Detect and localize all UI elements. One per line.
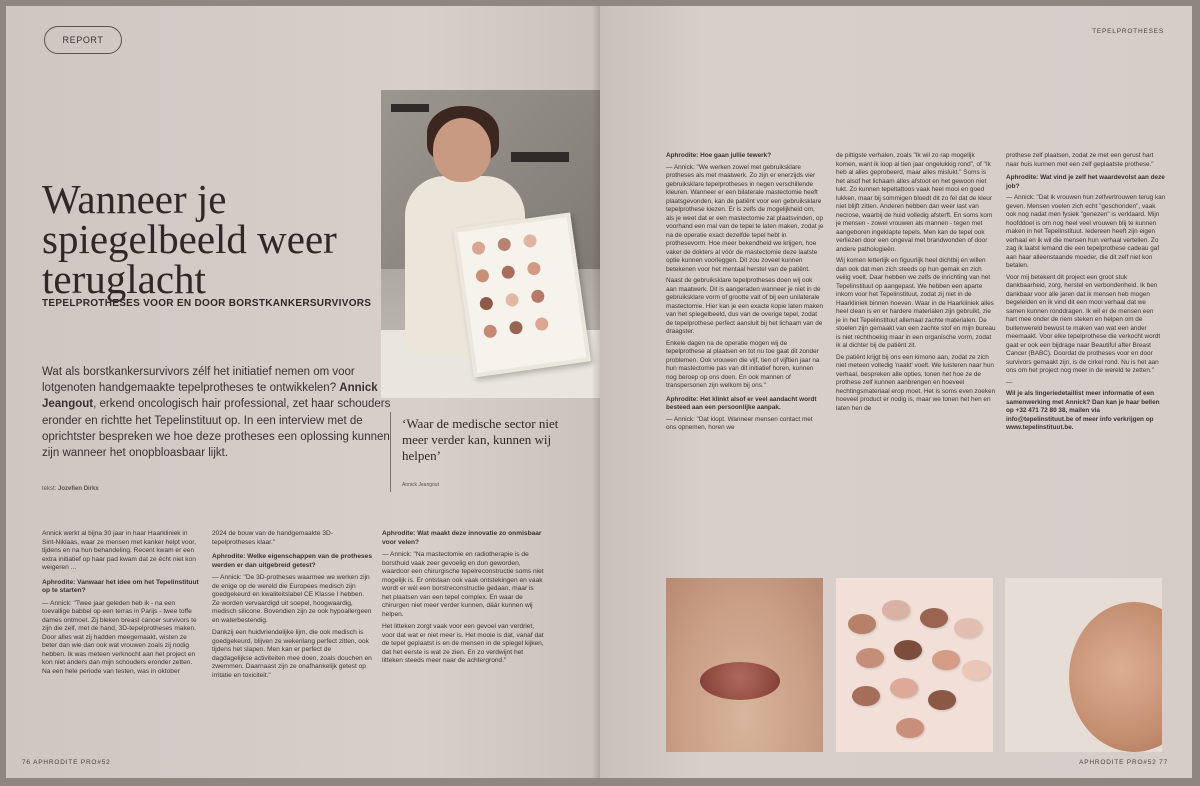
report-tag: REPORT [44,26,122,54]
prosthesis-sample [928,690,956,710]
prosthesis-sample [527,261,542,276]
interview-answer: — Annick: "Twee jaar geleden heb ik - na een toevallige babbel op een terras in Parijs - twee toffe dames ontmoet. Zij bleken breast cancer survivors te zijn die zelf, met de hand, 3D-tepelprotheses maken. Door alles wat zij hadden meegemaakt, wisten ze beter dan wie dan ook wat vrouwen zoals zij nodig hebben. Ik was meteen verknocht aan het project en kon niet anders dan mijn schouders eronder zetten. Na een hele periode van testen, was in oktober [42,599,197,675]
article-subheadline: TEPELPROTHESES VOOR EN DOOR BORSTKANKERSURVIVORS [42,298,372,309]
prosthesis-sample [505,293,520,308]
intro-text-c: , erkend oncologisch hair professional, zet haar schouders eronder en richtte het Tepelinstituut op. In een interview met de oprichtster bespreken we hoe deze protheses een oplossing kunnen zijn wanneer het onopbloasbaar lijkt. [42,398,391,460]
right-page [600,6,1192,778]
interview-question: Aphrodite: Wat vind je zelf het waardevolst aan deze job? [1006,174,1165,190]
intro-text-a: Wat als borstkankersurvivors zélf het initiatief nemen om voor lotgenoten handgemaakte tepelprotheses te ontwikkelen? [42,366,355,395]
prosthesis-sample [848,614,876,634]
left-column-3 [382,530,544,670]
pull-quote-attribution: Annick Jeangout [402,482,439,488]
prosthesis-sample [920,608,948,628]
paragraph: Enkele dagen na de operatie mogen wij de tepelprothese al plaatsen en tot nu toe gaat dit zonder problemen. Ook vrouwen die vijf, tien of vijftien jaar na hun mastectomie pas van dit initiatief horen, kunnen nog beroep op ons doen. En ook mannen of transpersonen zijn welkom bij ons." [666,339,820,389]
right-column-3 [1006,152,1166,436]
prosthesis-sample [856,648,884,668]
prosthesis-sample [501,265,516,280]
prosthesis-sample [475,268,490,283]
interview-answer: — Annick: "Dat klopt. Wanneer mensen contact met ons opnemen, horen we [666,415,813,431]
paragraph: de pittigste verhalen, zoals "Ik wil zo rap mogelijk komen, want ik loop al tien jaar ongelukkig rond", of "Ik heb al alles geprobeerd, maar alles mislukt." Soms is het alsof het lichaam alles afstoot en het gewoon niet lukt. Zo kunnen tepeltattoos vaak heel mooi en goed lukken, maar bij sommigen bloedt dit zo fel dat de kleur niet blijft zitten. Anderen hebben dan weer last van necrose, waarbij de huid volledig afsterft. En soms kom je mensen - zowel vrouwen als mannen - tegen met aangeboren ingeklapte tepels. Men kan de tepel ook verliezen door een ongeval met brandwonden of door andere pathologieën. [836,152,993,253]
photo-shelf [511,152,569,162]
paragraph: 2024 de bouw van de handgemaakte 3D-tepelprotheses klaar." [212,530,333,546]
article-headline: Wanneer je spiegelbeeld weer teruglacht [42,176,337,303]
contact-info: Wil je als lingeriedetaillist meer informatie of een samenwerking met Annick? Dan kan je haar bellen op +32 471 72 80 38, mailen via info@tepelinstituut.be of meer info verkrijgen op www.tepelinstituut.be. [1006,390,1160,431]
prosthesis-sample [479,296,494,311]
interview-question: Aphrodite: Hoe gaan jullie tewerk? [666,152,772,159]
paragraph: prothese zelf plaatsen, zodat ze met een gerust hart naar huis kunnen met een zelf geplaatste prothese." [1006,152,1154,168]
page-number-right: APHRODITE PRO#52 77 [1079,759,1168,766]
paragraph: Het litteken zorgt vaak voor een gevoel van verdriet, voor dat wat er niet meer is. Het mooie is dat, vanaf dat de tepel geplaatst is en de mensen in de spiegel kijken, dat het eerste is wat ze zien. En zo verdwijnt het litteken steeds meer naar de achtergrond." [382,623,544,664]
interview-question: Aphrodite: Het klinkt alsof er veel aandacht wordt besteed aan een persoonlijke aanpak. [666,395,817,411]
photo-breast-profile [1005,578,1162,752]
paragraph: Dankzij een huidvriendelijke lijm, die ook medisch is goedgekeurd, blijven ze wekenlang perfect zitten, ook tijdens het slapen. Men kan er perfect de dagdagelijkse activiteiten mee doen, zoals douchen en zwemmen. Daarnaast zijn ze onafhankelijk getest op irritatie en toxiciteit." [212,629,372,679]
prosthesis-sample [471,241,486,256]
photo-prosthesis-samples [836,578,993,752]
right-column-2 [836,152,996,416]
prosthesis-sample [894,640,922,660]
left-page [6,6,600,778]
byline [42,486,99,492]
prosthesis-sample [534,317,549,332]
separator: — [1006,378,1013,386]
prosthesis-sample [497,237,512,252]
interview-answer: — Annick: "We werken zowel met gebruiksklare protheses als met maatwerk. Zo zijn er enerzijds vier gebruiksklare tepelprotheses in negen verschillende kleuren. Wanneer er een bilaterale mastectomie heeft plaatsgevonden, kan de patiënt voor een gebruiksklare tepelprothese kiezen. Er is zelfs de mogelijkheid om, als je weet dat er een mastectomie zal plaatsvinden, op voorhand een mal van de tepel te laten maken, zodat je na de operatie exact dezelfde tepel hebt in prothesevorm. Hoe meer bekendheid we krijgen, hoe vaker de dokters al vóór de mastectomie deze laatste optie kunnen voorleggen. Dit zou zoveel kunnen betekenen voor het mentaal herstel van de patiënt. [666,163,824,273]
left-column-1 [42,530,200,680]
prosthesis-sample [962,660,990,680]
prosthesis-sample [890,678,918,698]
interview-question: Aphrodite: Wat maakt deze innovatie zo onmisbaar voor velen? [382,530,542,546]
photo-person-face [433,118,491,182]
breast-profile-shape [1069,602,1162,752]
left-column-2 [212,530,372,684]
photo-nipple-closeup [666,578,823,752]
section-header: TEPELPROTHESES [1092,28,1164,35]
prosthesis-sample [523,234,538,249]
prosthesis-sample [882,600,910,620]
paragraph: Naast de gebruiksklare tepelprotheses doen wij ook aan maatwerk. Dit is aangeraden wanneer je niet in de gebruiksklare vorm of grootte valt of bij een unilaterale mastectomie. Hier kan je een exacte kopie laten maken van het spiegelbeeld, dus van de overige tepel, zodat de tepelprothese perfect aansluit bij het lichaam van de draagster. [666,277,824,335]
prosthesis-sample [509,320,524,335]
interview-answer: — Annick: "Na mastectomie en radiotherapie is de borsthuid vaak zeer gevoelig en dun geworden, waardoor een chirurgische tepelreconstructie soms niet mogelijk is. Er ontstaan ook vaak ontstekingen en vaak wordt er wél een borstreconstructie gedaan, maar is het plaatsen van een tepel complex. En waar de chirurgen niet meer verder kunnen, dáár kunnen wij helpen. [382,551,544,618]
interview-answer: — Annick: "Dat ik vrouwen hun zelfvertrouwen terug kan geven. Mensen voelen zich echt "geschonden", vaak ook nog nadat men fysiek "genezen" is verklaard. Mijn hoofddoel is om nog heel veel vrouwen blij te kunnen maken in het Tepelinstituut. Iedereen heeft zijn eigen verhaal en ik wil die mensen hun verhaal vertellen. Zo zag ik laatst iemand die een tepelprothese cadeau gaf aan haar alleenstaande moeder, die dit zelf niet kon betalen. [1006,194,1166,269]
prosthesis-sample [530,289,545,304]
photo-shelf [391,104,429,112]
prosthesis-sample [483,324,498,339]
paragraph: Wij komen letterlijk en figuurlijk heel dichtbij en willen dan ook dat men zich steeds op hun gemak en zich veilig voelt. Daar hebben we zelfs de inrichting van het Tepelinstituut op aangepast. We hebben een aparte inkom voor het Tepelinstituut, zodat zij niet in de Haarkliniek binnen hoeven. Waar in de Haarkliniek alles heel clean is en er hardere materialen zijn gebruikt, zie je in het Tepelinstituut allemaal zachte materialen. De stoelen zijn gemaakt van een zachte stof en mijn bureau is niet rechthoekig maar in een organische vorm, zodat ik al dichter bij de patiënt zit. [836,257,996,349]
paragraph: Annick werkt al bijna 30 jaar in haar Haarkliniek in Sint-Niklaas, waar ze mensen met kanker helpt voor, tijdens en na hun behandeling. Recent kwam er een extra initiatief op haar pad kwam dat ze écht niet kon weigeren ... [42,530,196,571]
right-column-1 [666,152,824,436]
prosthesis-sample [852,686,880,706]
interview-answer: — Annick: "De 3D-protheses waarmee we werken zijn de enige op de wereld die Europees medisch zijn goedgekeurd en kwaliteitslabel CE Klasse I hebben. Ze worden vervaardigd uit soepel, hoogwaardig, medisch silicone. Bovendien zijn ze ook hypoallergeen en waterbestendig. [212,574,372,624]
byline-label: tekst: [42,486,59,492]
intro-person-name: Annick Jeangout [42,382,378,411]
paragraph: Voor mij betekent dit project een groot stuk dankbaarheid, zorg, herstel en verbondenheid. Ik ben dankbaar voor alle jaren dat ik mensen heb mogen begeleiden en ik vind dit een mooi verhaal dat we samen kunnen ronddragen. Ik wil er de mensen een hart mee onder de riem steken en helpen om de buitenwereld bewust te maken van wat een ander meemaakt. Voor elke tepelprothese die verkocht wordt gaat er ook een bijdrage naar Beautiful after Breast Cancer (BABC). Doordat de protheses voor en door survivors gemaakt zijn, is de cirkel rond. Nu is het aan ons om het project nog meer in de wereld te zetten." [1006,273,1161,374]
interview-question: Aphrodite: Vanwaar het idee om het Tepelinstituut op te starten? [42,578,199,594]
paragraph: De patiënt krijgt bij ons een kimono aan, zodat ze zich niet meteen volledig 'naakt' voelt. We luisteren naar hun verhaal, bespreken alle opties, tonen het hoe ze de prothese zelf kunnen aanbrengen en hoeveel hechtingsmateriaal erop moet. Het is soms even zoeken hoeveel product er nodig is, maar we tonen het hen en laten hen de [836,353,996,412]
byline-name: Jozefien Dirkx [58,486,99,492]
prosthesis-display-frame [453,213,591,378]
interview-question: Aphrodite: Welke eigenschappen van de protheses werden er dan uitgebreid getest? [212,553,372,569]
page-number-left: 76 APHRODITE PRO#52 [22,759,111,766]
prosthesis-sample [932,650,960,670]
prosthesis-sample [954,618,982,638]
pull-quote: ‘Waar de medische sector niet meer verder kan, kunnen wij helpen’ [402,416,559,463]
prosthesis-on-skin [700,662,780,700]
quote-rule [390,412,391,492]
portrait-photo [381,90,600,398]
article-intro [42,364,392,461]
prosthesis-sample [896,718,924,738]
